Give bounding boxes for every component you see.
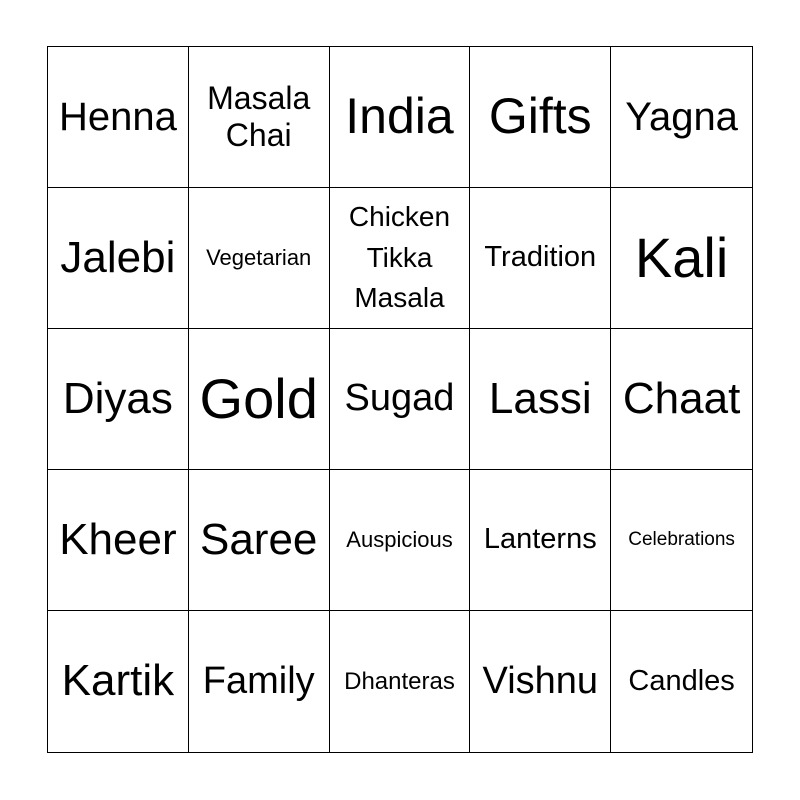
- bingo-cell-kartik[interactable]: Kartik: [48, 611, 189, 752]
- bingo-cell-jalebi[interactable]: Jalebi: [48, 188, 189, 329]
- bingo-cell-kali[interactable]: Kali: [611, 188, 752, 329]
- bingo-cell-tradition[interactable]: Tradition: [470, 188, 611, 329]
- bingo-cell-india[interactable]: India: [330, 47, 471, 188]
- bingo-cell-celebrations[interactable]: Celebrations: [611, 470, 752, 611]
- bingo-cell-gold[interactable]: Gold: [189, 329, 330, 470]
- bingo-cell-auspicious[interactable]: Auspicious: [330, 470, 471, 611]
- bingo-cell-vishnu[interactable]: Vishnu: [470, 611, 611, 752]
- bingo-cell-candles[interactable]: Candles: [628, 664, 735, 697]
- bingo-cell-lanterns[interactable]: Lanterns: [470, 470, 611, 611]
- bingo-cell-yagna[interactable]: Yagna: [611, 47, 752, 188]
- bingo-cell-chicken-tikka-masala[interactable]: Chicken Tikka Masala: [330, 188, 471, 329]
- bingo-cell-vegetarian[interactable]: Vegetarian: [189, 188, 330, 329]
- bingo-cell-masala-chai[interactable]: Masala Chai: [189, 47, 330, 188]
- bingo-cell-family[interactable]: Family: [189, 611, 330, 752]
- bingo-cell-kheer[interactable]: Kheer: [48, 470, 189, 611]
- bingo-cell-saree[interactable]: Saree: [189, 470, 330, 611]
- bingo-cell-diyas[interactable]: Diyas: [48, 329, 189, 470]
- bingo-cell-dhanteras[interactable]: Dhanteras: [330, 611, 471, 752]
- bingo-cell-gifts[interactable]: Gifts: [470, 47, 611, 188]
- bingo-cell-lassi[interactable]: Lassi: [470, 329, 611, 470]
- bingo-card: [47, 46, 753, 753]
- bingo-cell-sugad[interactable]: Sugad: [330, 329, 471, 470]
- bingo-cell-chaat[interactable]: Chaat: [611, 329, 752, 470]
- bingo-cell-henna[interactable]: Henna: [48, 47, 189, 188]
